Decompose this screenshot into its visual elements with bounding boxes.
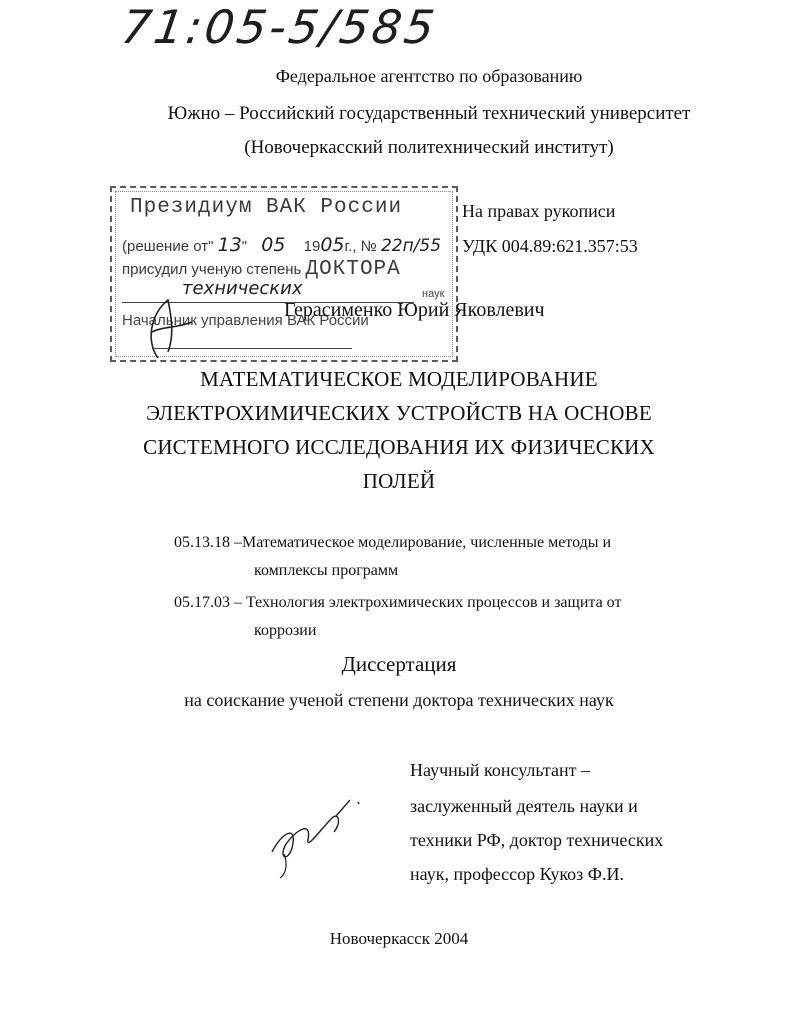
- consultant-signature-icon: [262, 792, 372, 882]
- consultant-line-2: заслуженный деятель науки и: [410, 796, 638, 816]
- consultant-line-4: наук, профессор Кукоз Ф.И.: [410, 864, 624, 884]
- city-year: Новочеркасск 2004: [329, 929, 469, 948]
- manuscript-rights: На правах рукописи: [462, 201, 616, 221]
- archive-number: 71:05-5/585: [118, 0, 441, 54]
- author-name: Герасименко Юрий Яковлевич: [284, 299, 545, 321]
- agency-name: Федеральное агентство по образованию: [275, 66, 583, 86]
- consultant-line-3: техники РФ, доктор технических: [410, 830, 664, 850]
- stamp-decision-day: 13: [217, 234, 242, 256]
- consultant-line-1: Научный консультант –: [410, 760, 590, 780]
- specialty-1-line-1: 05.13.18 –Математическое моделирование, численные методы и: [174, 534, 612, 551]
- stamp-title: Президиум ВАК России: [130, 196, 403, 219]
- specialty-2-line-1: 05.17.03 – Технология электрохимических процессов и защита от: [174, 594, 622, 611]
- university-name: Южно – Российский государственный технический университет: [167, 103, 691, 124]
- title-line-4: ПОЛЕЙ: [362, 469, 436, 493]
- title-line-3: СИСТЕМНОГО ИССЛЕДОВАНИЯ ИХ ФИЗИЧЕСКИХ: [143, 435, 655, 459]
- vak-stamp: [110, 186, 458, 362]
- stamp-degree-prefix: присудил ученую степень: [122, 261, 302, 278]
- stamp-decision-month: 05: [261, 234, 286, 256]
- stamp-nauk-label: наук: [422, 288, 445, 300]
- stamp-decision-prefix: (решение от": [122, 238, 214, 255]
- stamp-decision-year-prefix: 19: [303, 238, 321, 255]
- stamp-decision-number-prefix: г., №: [344, 238, 377, 255]
- stamp-degree: ДОКТОРА: [305, 258, 401, 281]
- title-line-2: ЭЛЕКТРОХИМИЧЕСКИХ УСТРОЙСТВ НА ОСНОВЕ: [146, 401, 652, 425]
- degree-line: на соискание ученой степени доктора технических наук: [184, 690, 614, 710]
- title-line-1: МАТЕМАТИЧЕСКОЕ МОДЕЛИРОВАНИЕ: [200, 367, 598, 391]
- stamp-head-label: Начальник управления ВАК России: [122, 312, 369, 329]
- stamp-signature-icon: [138, 292, 198, 362]
- stamp-decision-number: 22п/55: [380, 236, 442, 256]
- stamp-decision-year: 05: [320, 234, 345, 256]
- stamp-specialty-handwritten: технических: [182, 278, 303, 299]
- stamp-decision-line: (решение от" 13" 05 1905г., № 22п/55: [122, 234, 442, 256]
- udk-code: УДК 004.89:621.357:53: [462, 236, 638, 256]
- specialty-1-line-2: комплексы программ: [254, 562, 399, 579]
- document-type: Диссертация: [341, 652, 457, 676]
- specialty-2-line-2: коррозии: [254, 622, 317, 639]
- institute-name: (Новочеркасский политехнический институт): [244, 137, 614, 158]
